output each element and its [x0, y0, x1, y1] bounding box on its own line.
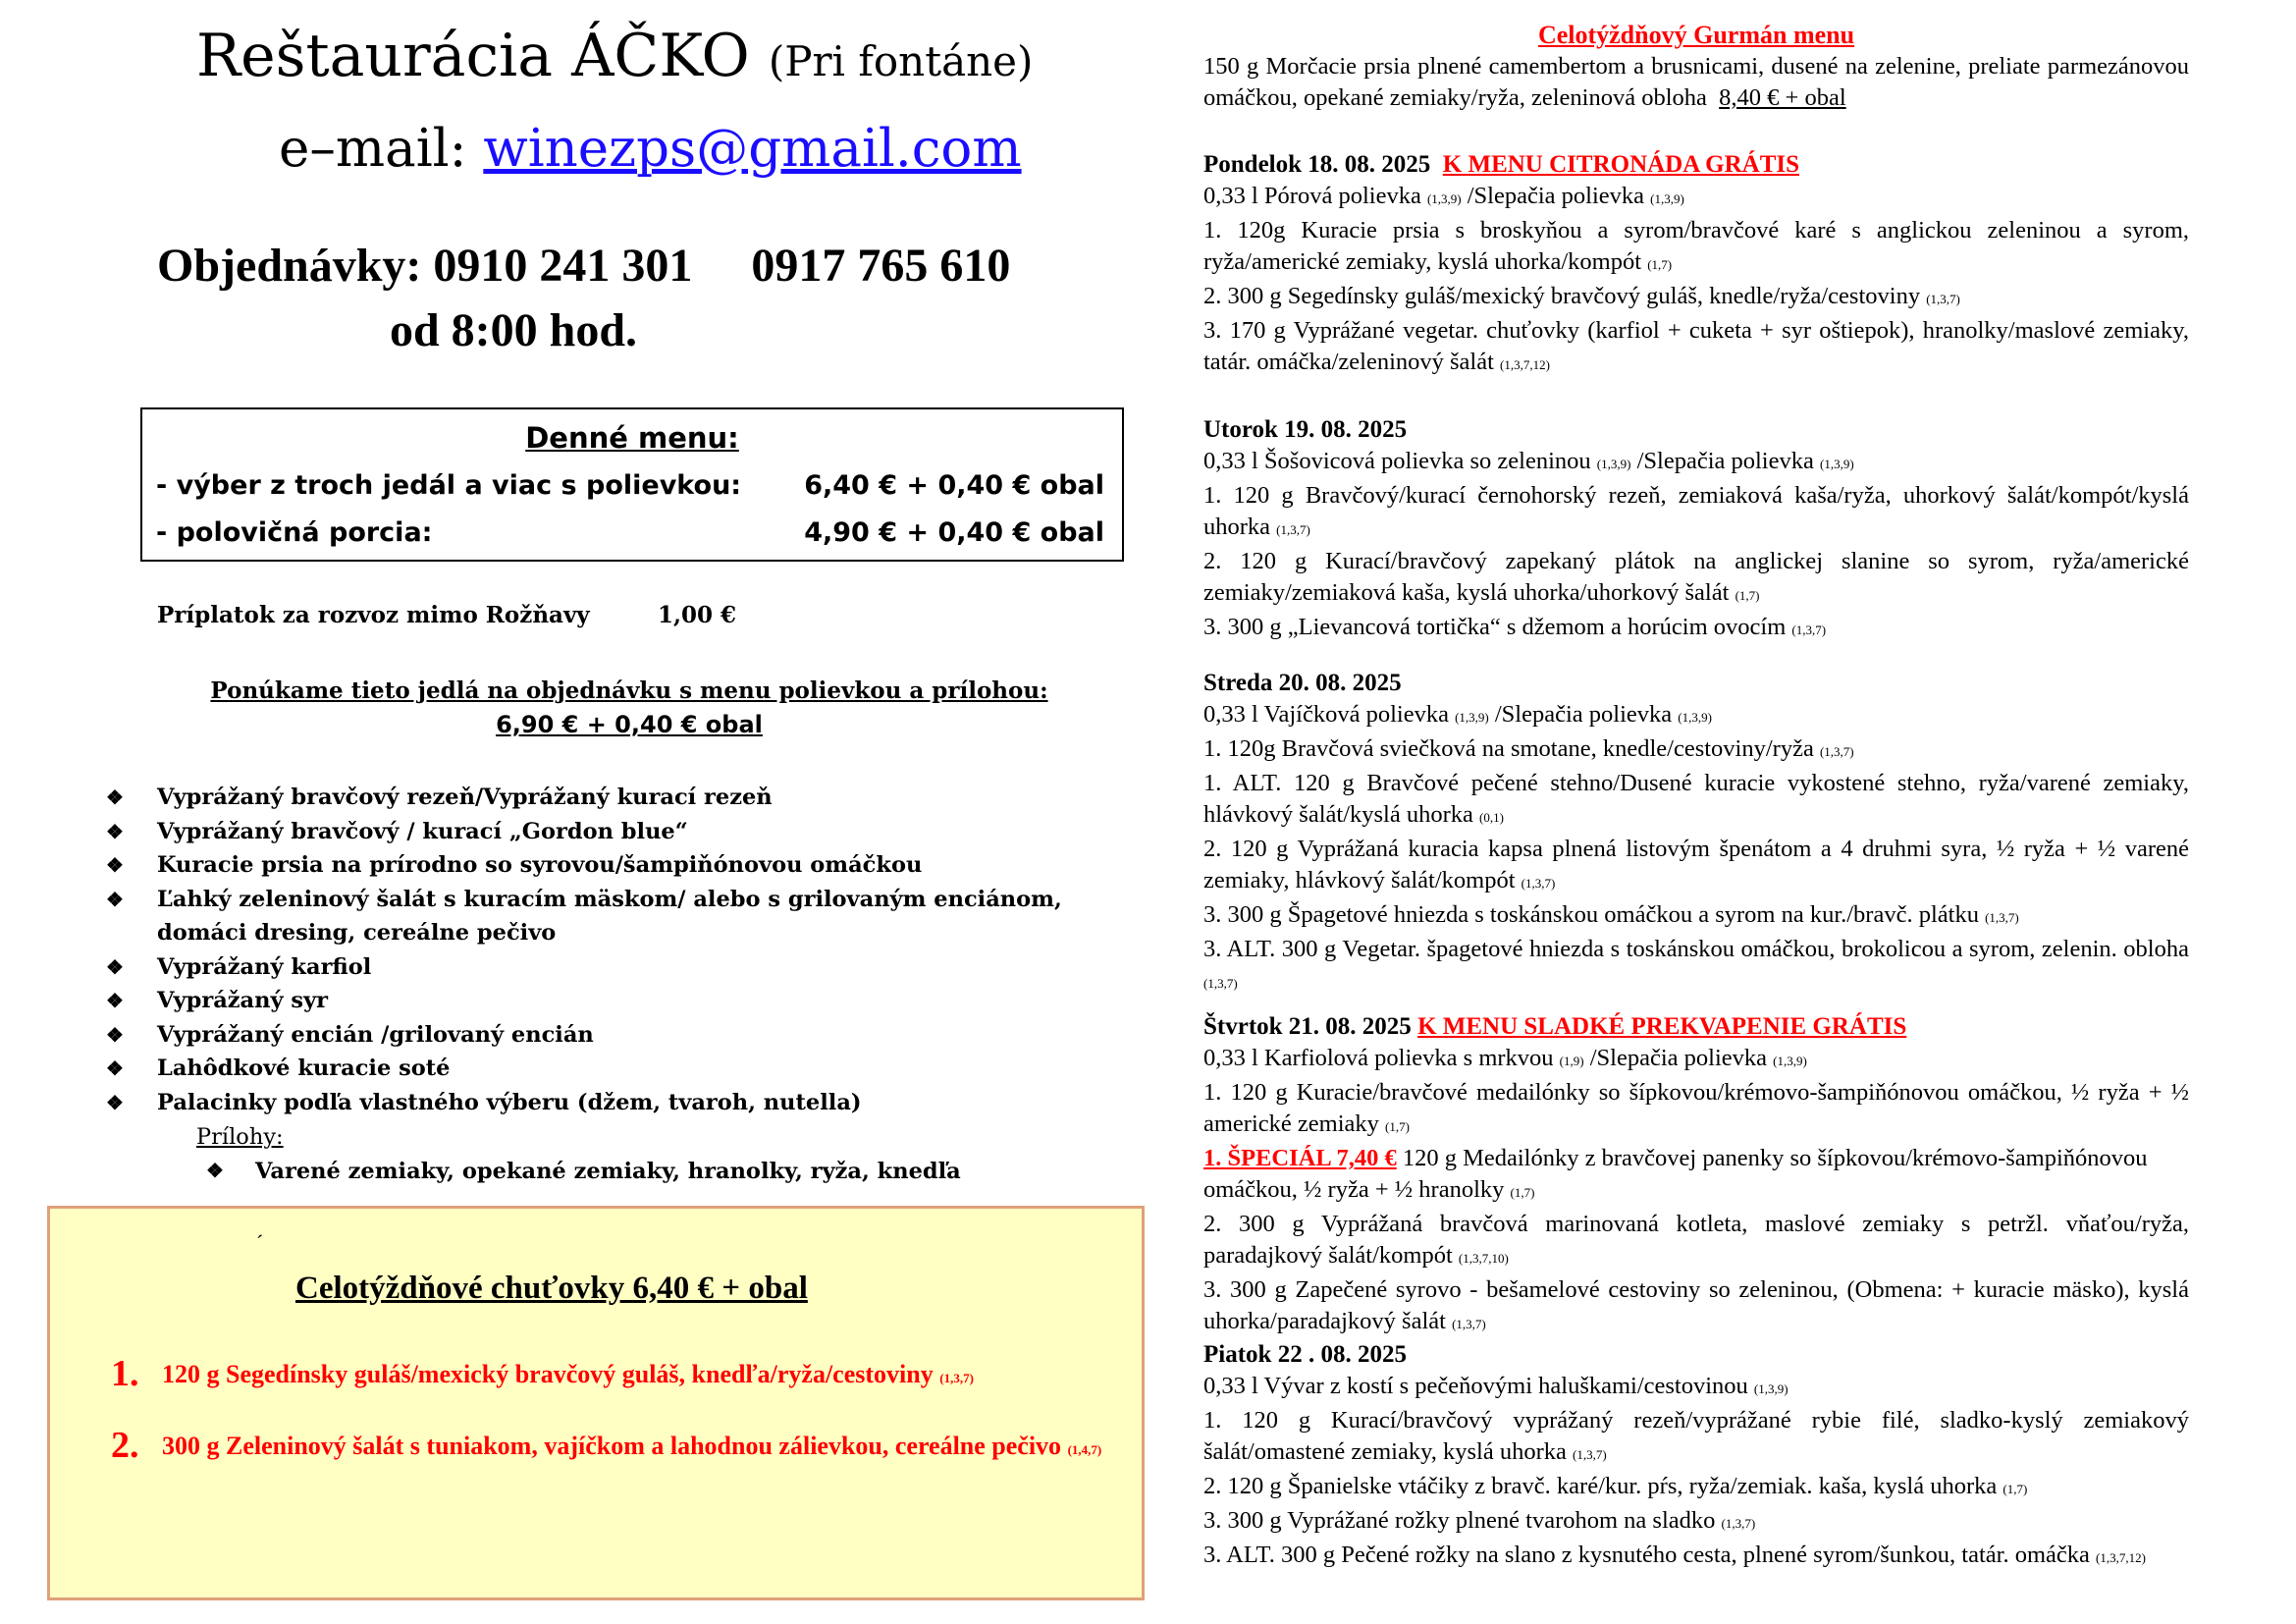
menu-item-text: 1. 120 g Kuracie/bravčové medailónky so šípkovou/krémovo-šampiňónovou omáčkou, ½ ryža + ½ americké zemiaky [1203, 1079, 2189, 1137]
menu-item [1203, 546, 2189, 612]
menu-item-text: 1. 120g Kuracie prsia s broskyňou a syrom/bravčové karé s anglickou zeleninou a syrom, ryža/americké zemiaky, kyslá uhorka/kompót [1203, 217, 2189, 275]
side-dishes-text: Varené zemiaky, opekané zemiaky, hranolky, ryža, knedľa [255, 1159, 961, 1184]
list-item [106, 781, 1156, 815]
menu-item [1203, 934, 2189, 1000]
allergens: (1,3,7,12) [1500, 357, 1550, 372]
allergens: (1,7) [1647, 257, 1673, 272]
daily-menu-row-price: 6,40 € + 0,40 € obal [804, 470, 1104, 501]
menu-item [1203, 281, 2189, 315]
allergens: (1,3,7) [1452, 1317, 1486, 1331]
item-number: 1. [111, 1353, 139, 1394]
restaurant-title [196, 12, 1033, 106]
menu-item [1203, 315, 2189, 381]
accent-mark: ´ [256, 1230, 264, 1255]
list-item [106, 984, 1156, 1018]
allergens: (1,3,9) [1678, 710, 1712, 725]
allergens: (1,3,7,10) [1458, 1251, 1509, 1266]
menu-item-text: 2. 300 g Vyprážaná bravčová marinovaná kotleta, maslové zemiaky s petržl. vňaťou/ryža, paradajkový šalát/kompót [1203, 1211, 2189, 1269]
daily-menu-title: Denné menu: [525, 421, 739, 455]
diamond-bullet-icon: ❖ [106, 1022, 124, 1047]
soup-alt-text: /Slepačia polievka [1589, 1045, 1767, 1071]
menu-item-text: 3. 300 g Vyprážané rožky plnené tvarohom na sladko [1203, 1507, 1716, 1534]
left-column [98, 0, 1158, 1624]
allergens: (1,7) [1735, 588, 1760, 603]
allergens: (1,9) [1559, 1054, 1584, 1068]
soup-alt-text: /Slepačia polievka [1636, 448, 1814, 474]
menu-item [1203, 1540, 2189, 1574]
allergens: (1,3,9) [1773, 1054, 1807, 1068]
soup-alt-text: /Slepačia polievka [1467, 183, 1645, 209]
dish-text: Vyprážaný bravčový / kurací „Gordon blue“ [157, 818, 688, 844]
dish-text: Ľahký zeleninový šalát s kuracím mäskom/ alebo s grilovaným enciánom, domáci dresing, cereálne pečivo [157, 886, 1062, 946]
surcharge-label: Príplatok za rozvoz mimo Rožňavy [157, 602, 590, 628]
menu-item [1203, 1274, 2189, 1340]
weekly-snacks-title: Celotýždňové chuťovky 6,40 € + obal [295, 1271, 808, 1306]
menu-item [1203, 480, 2189, 546]
allergens: (1,3,7) [939, 1371, 974, 1385]
diamond-bullet-icon: ❖ [106, 1056, 124, 1080]
orders-phone-line: Objednávky: 0910 241 301 0917 765 610 [157, 240, 1011, 292]
diamond-bullet-icon: ❖ [106, 853, 124, 877]
day-title: Štvrtok 21. 08. 2025 [1203, 1013, 1412, 1040]
gurman-title: Celotýždňový Gurmán menu [1537, 21, 1855, 49]
menu-item-text: 3. 300 g „Lievancová tortička“ s džemom a horúcim ovocím [1203, 614, 1787, 640]
side-dishes-item [206, 1159, 961, 1184]
dish-text: Palacinky podľa vlastného výberu (džem, tvaroh, nutella) [157, 1089, 862, 1115]
daily-menu-row [156, 470, 1104, 501]
menu-item-text: 3. 170 g Vyprážané vegetar. chuťovky (karfiol + cuketa + syr oštiepok), hranolky/maslové zemiaky, tatár. omáčka/zeleninový šalát [1203, 317, 2189, 375]
weekly-snack-item [111, 1425, 1128, 1466]
email-label: e–mail: [279, 119, 484, 179]
allergens: (1,7) [2002, 1482, 2028, 1496]
menu-item-text: 2. 120 g Kurací/bravčový zapekaný plátok na anglickej slanine so syrom, ryža/americké zemiaky/zemiaková kaša, kyslá uhorka/uhorkový šalát [1203, 548, 2189, 606]
menu-item [1203, 1471, 2189, 1505]
gurman-price: 8,40 € + obal [1719, 84, 1846, 111]
day-section-thursday [1203, 1011, 2189, 1340]
menu-item-text: 3. ALT. 300 g Pečené rožky na slano z kysnutého cesta, plnené syrom/šunkou, tatár. omáčka [1203, 1542, 2090, 1568]
menu-item-text: 2. 300 g Segedínsky guláš/mexický bravčový guláš, knedle/ryža/cestoviny [1203, 283, 1921, 309]
day-title: Pondelok 18. 08. 2025 [1203, 151, 1431, 178]
restaurant-name: Reštaurácia ÁČKO [196, 22, 750, 90]
list-item [106, 1086, 1156, 1120]
soup-text: 0,33 l Vývar z kostí s pečeňovými haluškami/cestovinou [1203, 1373, 1748, 1399]
daily-menu-row-price: 4,90 € + 0,40 € obal [804, 517, 1104, 548]
list-item [106, 883, 1156, 950]
item-number: 2. [111, 1425, 139, 1466]
diamond-bullet-icon: ❖ [106, 954, 124, 979]
menu-item-text: 1. 120g Bravčová sviečková na smotane, knedle/cestoviny/ryža [1203, 735, 1814, 762]
allergens: (1,7) [1385, 1119, 1410, 1134]
day-title: Streda 20. 08. 2025 [1203, 670, 1402, 696]
menu-item [1203, 1505, 2189, 1540]
list-item [106, 950, 1156, 985]
allergens: (1,3,9) [1596, 457, 1631, 471]
dish-text: Vyprážaný bravčový rezeň/Vyprážaný kurací rezeň [157, 785, 773, 810]
dish-text: Vyprážaný syr [157, 988, 329, 1013]
allergens: (1,3,9) [1455, 710, 1489, 725]
list-item [106, 848, 1156, 883]
dish-text: Vyprážaný karfiol [157, 953, 372, 980]
allergens: (1,3,9) [1650, 191, 1684, 206]
menu-item [1203, 215, 2189, 281]
restaurant-subtitle: (Pri fontáne) [768, 37, 1034, 85]
diamond-bullet-icon: ❖ [106, 819, 124, 843]
menu-item [1203, 834, 2189, 899]
soup-text: 0,33 l Pórová polievka [1203, 183, 1421, 209]
allergens: (1,3,7) [1791, 623, 1827, 637]
menu-item [1203, 1077, 2189, 1143]
daily-menu-box [140, 407, 1124, 562]
soup-alt-text: /Slepačia polievka [1494, 701, 1673, 728]
allergens: (1,3,7,12) [2096, 1550, 2146, 1565]
diamond-bullet-icon: ❖ [206, 1159, 224, 1182]
menu-item-text: 3. ALT. 300 g Vegetar. špagetové hniezda s toskánskou omáčkou, brokolicou a syrom, zelenin. obloha [1203, 936, 2189, 962]
day-section-wednesday [1203, 668, 2189, 1000]
special-label: 1. ŠPECIÁL 7,40 € [1203, 1145, 1397, 1171]
weekly-snacks-box [47, 1206, 1145, 1600]
daily-menu-row-label: - polovičná porcia: [156, 517, 433, 548]
day-title: Utorok 19. 08. 2025 [1203, 416, 1408, 443]
menu-item [1203, 899, 2189, 934]
menu-item-text: 3. 300 g Zapečené syrovo - bešamelové cestoviny so zeleninou, (Obmena: + kuracie mäsko), kyslá uhorka/paradajkový šalát [1203, 1276, 2189, 1334]
soup-text: 0,33 l Vajíčková polievka [1203, 701, 1449, 728]
weekly-snack-text: 300 g Zeleninový šalát s tuniakom, vajíčkom a lahodnou zálievkou, cereálne pečivo [162, 1432, 1062, 1460]
allergens: (1,3,7) [1819, 744, 1854, 759]
allergens: (1,7) [1510, 1185, 1535, 1200]
weekly-snack-item [111, 1353, 1128, 1394]
day-section-friday [1203, 1339, 2189, 1574]
order-note-text: Ponúkame tieto jedlá na objednávku s menu polievkou a prílohou: [210, 677, 1048, 704]
weekly-snack-text: 120 g Segedínsky guláš/mexický bravčový guláš, knedľa/ryža/cestoviny [162, 1360, 934, 1388]
dish-list [106, 781, 1156, 1119]
allergens: (1,3,7) [1276, 522, 1310, 537]
gurman-text: 150 g Morčacie prsia plnené camembertom a brusnicami, dusené na zelenine, preliate parmezánovou omáčkou, opekané zemiaky/ryža, zeleninová obloha [1203, 53, 2189, 111]
dish-text: Lahôdkové kuracie soté [157, 1056, 451, 1081]
allergens: (1,3,7) [1521, 876, 1556, 891]
day-promo: K MENU SLADKÉ PREKVAPENIE GRÁTIS [1417, 1013, 1907, 1040]
menu-item-text: 2. 120 g Vyprážaná kuracia kapsa plnená listovým špenátom a 4 druhmi syra, ½ ryža + ½ varené zemiaky, hlávkový šalát/kompót [1203, 836, 2189, 893]
day-section-monday [1203, 149, 2189, 381]
allergens: (1,3,7) [1926, 292, 1960, 306]
side-dishes-label: Prílohy: [196, 1124, 284, 1150]
allergens: (1,3,9) [1426, 191, 1462, 206]
delivery-surcharge [157, 602, 737, 628]
dish-text: Kuracie prsia na prírodno so syrovou/šampiňónovou omáčkou [157, 852, 923, 878]
menu-item [1203, 1209, 2189, 1274]
menu-item-text: 1. ALT. 120 g Bravčové pečené stehno/Dusené kuracie vykostené stehno, ryža/varené zemiaky, hlávkový šalát/kyslá uhorka [1203, 770, 2189, 828]
allergens: (0,1) [1479, 810, 1504, 825]
menu-item [1203, 1405, 2189, 1471]
orders-time: od 8:00 hod. [389, 304, 638, 356]
gurman-section [1203, 20, 2189, 114]
allergens: (1,3,7) [1985, 910, 2019, 925]
daily-menu-row [156, 517, 1104, 548]
surcharge-amount: 1,00 € [658, 602, 737, 628]
diamond-bullet-icon: ❖ [106, 989, 124, 1012]
list-item [106, 815, 1156, 849]
menu-item [1203, 733, 2189, 768]
menu-item-text: 1. 120 g Kurací/bravčový vyprážaný rezeň/vyprážané rybie filé, sladko-kyslý zemiakový šalát/omastené zemiaky, kyslá uhorka [1203, 1407, 2189, 1465]
menu-item-text: 3. 300 g Špagetové hniezda s toskánskou omáčkou a syrom na kur./bravč. plátku [1203, 901, 1979, 928]
email-line [279, 110, 1022, 189]
list-item [106, 1018, 1156, 1053]
day-section-tuesday [1203, 414, 2189, 646]
allergens: (1,3,7) [1721, 1516, 1756, 1531]
allergens: (1,3,7) [1203, 976, 1238, 991]
right-column [1203, 0, 2189, 1624]
diamond-bullet-icon: ❖ [106, 1090, 124, 1114]
day-title: Piatok 22 . 08. 2025 [1203, 1341, 1407, 1368]
menu-item-text: 1. 120 g Bravčový/kurací černohorský rezeň, zemiaková kaša/ryža, uhorkový šalát/kompót/kyslá uhorka [1203, 482, 2189, 540]
soup-text: 0,33 l Karfiolová polievka s mrkvou [1203, 1045, 1554, 1071]
allergens: (1,3,7) [1573, 1447, 1607, 1462]
diamond-bullet-icon: ❖ [106, 785, 124, 809]
order-note [98, 674, 1160, 742]
order-note-price: 6,90 € + 0,40 € obal [496, 711, 763, 738]
dish-text: Vyprážaný encián /grilovaný encián [157, 1021, 594, 1048]
menu-item-text: 2. 120 g Španielske vtáčiky z bravč. karé/kur. pŕs, ryža/zemiak. kaša, kyslá uhorka [1203, 1473, 1998, 1499]
menu-item-special [1203, 1143, 2189, 1209]
menu-item-text: 120 g Medailónky z bravčovej panenky so šípkovou/krémovo-šampiňónovou omáčkou, ½ ryža + ½ hranolky [1203, 1145, 2148, 1203]
email-link[interactable]: winezps@gmail.com [483, 119, 1022, 179]
soup-text: 0,33 l Šošovicová polievka so zeleninou [1203, 448, 1591, 474]
allergens: (1,3,9) [1753, 1381, 1789, 1396]
list-item [106, 1052, 1156, 1086]
allergens: (1,4,7) [1067, 1442, 1102, 1457]
menu-item [1203, 612, 2189, 646]
daily-menu-row-label: - výber z troch jedál a viac s polievkou: [156, 470, 742, 501]
diamond-bullet-icon: ❖ [106, 887, 124, 911]
allergens: (1,3,9) [1819, 457, 1854, 471]
day-promo: K MENU CITRONÁDA GRÁTIS [1442, 151, 1800, 178]
menu-item [1203, 768, 2189, 834]
